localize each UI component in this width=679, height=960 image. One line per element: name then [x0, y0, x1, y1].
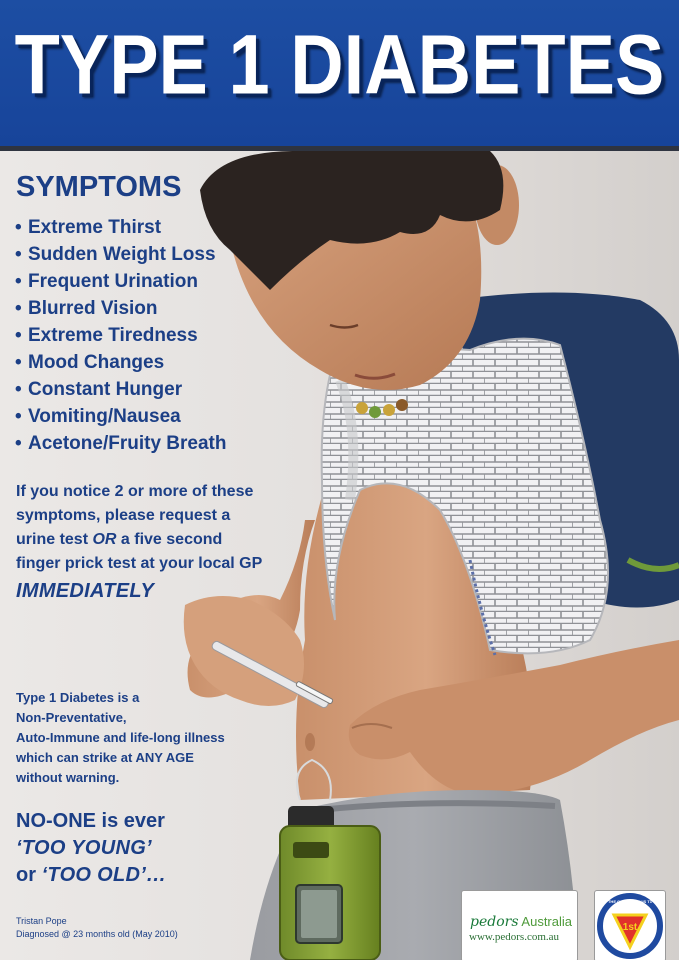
list-item: • Constant Hunger — [15, 379, 183, 400]
advice-paragraph: If you notice 2 or more of these symptoms, please request a urine test OR a five second finger prick test at your local GP IMMEDIATELY — [16, 480, 262, 606]
list-item: • Blurred Vision — [15, 298, 158, 319]
list-item: • Mood Changes — [15, 352, 165, 373]
bullet-icon: • — [15, 217, 22, 238]
bullet-icon: • — [15, 298, 22, 319]
list-item: • Vomiting/Nausea — [15, 406, 181, 427]
title-banner — [0, 0, 679, 151]
credit-name: Tristan Pope — [16, 916, 67, 926]
no-one-statement: NO-ONE is ever ‘TOO YOUNG’ or ‘TOO OLD’… — [16, 810, 167, 886]
list-item: • Extreme Thirst — [15, 217, 162, 238]
info-paragraph: Type 1 Diabetes is a Non-Preventative, Auto-Immune and life-long illness which can strike at ANY AGE without warning. — [16, 690, 225, 785]
bullet-icon: • — [15, 433, 22, 454]
pedors-logo: pedors Australia www.pedors.com.au — [461, 890, 578, 960]
superhero-shield-icon — [595, 891, 665, 960]
svg-text:1st: 1st — [622, 922, 638, 933]
bullet-icon: • — [15, 271, 22, 292]
bullet-icon: • — [15, 379, 22, 400]
list-item: • Acetone/Fruity Breath — [15, 433, 227, 454]
bullet-icon: • — [15, 352, 22, 373]
list-item: • Sudden Weight Loss — [15, 244, 216, 265]
list-item: • Extreme Tiredness — [15, 325, 198, 346]
courageous-t1-badge — [594, 890, 666, 960]
list-item: • Frequent Urination — [15, 271, 198, 292]
credit-diagnosed: Diagnosed @ 23 months old (May 2010) — [16, 929, 178, 939]
photo-credit — [16, 915, 178, 941]
bullet-icon: • — [15, 244, 22, 265]
poster-title: TYPE 1 DIABETES — [14, 17, 665, 112]
svg-text:THE COURAGEOUS T1: THE COURAGEOUS T1 — [607, 899, 653, 904]
symptoms-heading: SYMPTOMS — [16, 171, 182, 203]
bullet-icon: • — [15, 406, 22, 427]
pedors-url: www.pedors.com.au — [469, 931, 560, 943]
symptom-list — [15, 216, 226, 459]
immediately-emphasis: IMMEDIATELY — [16, 580, 155, 602]
bullet-icon: • — [15, 325, 22, 346]
